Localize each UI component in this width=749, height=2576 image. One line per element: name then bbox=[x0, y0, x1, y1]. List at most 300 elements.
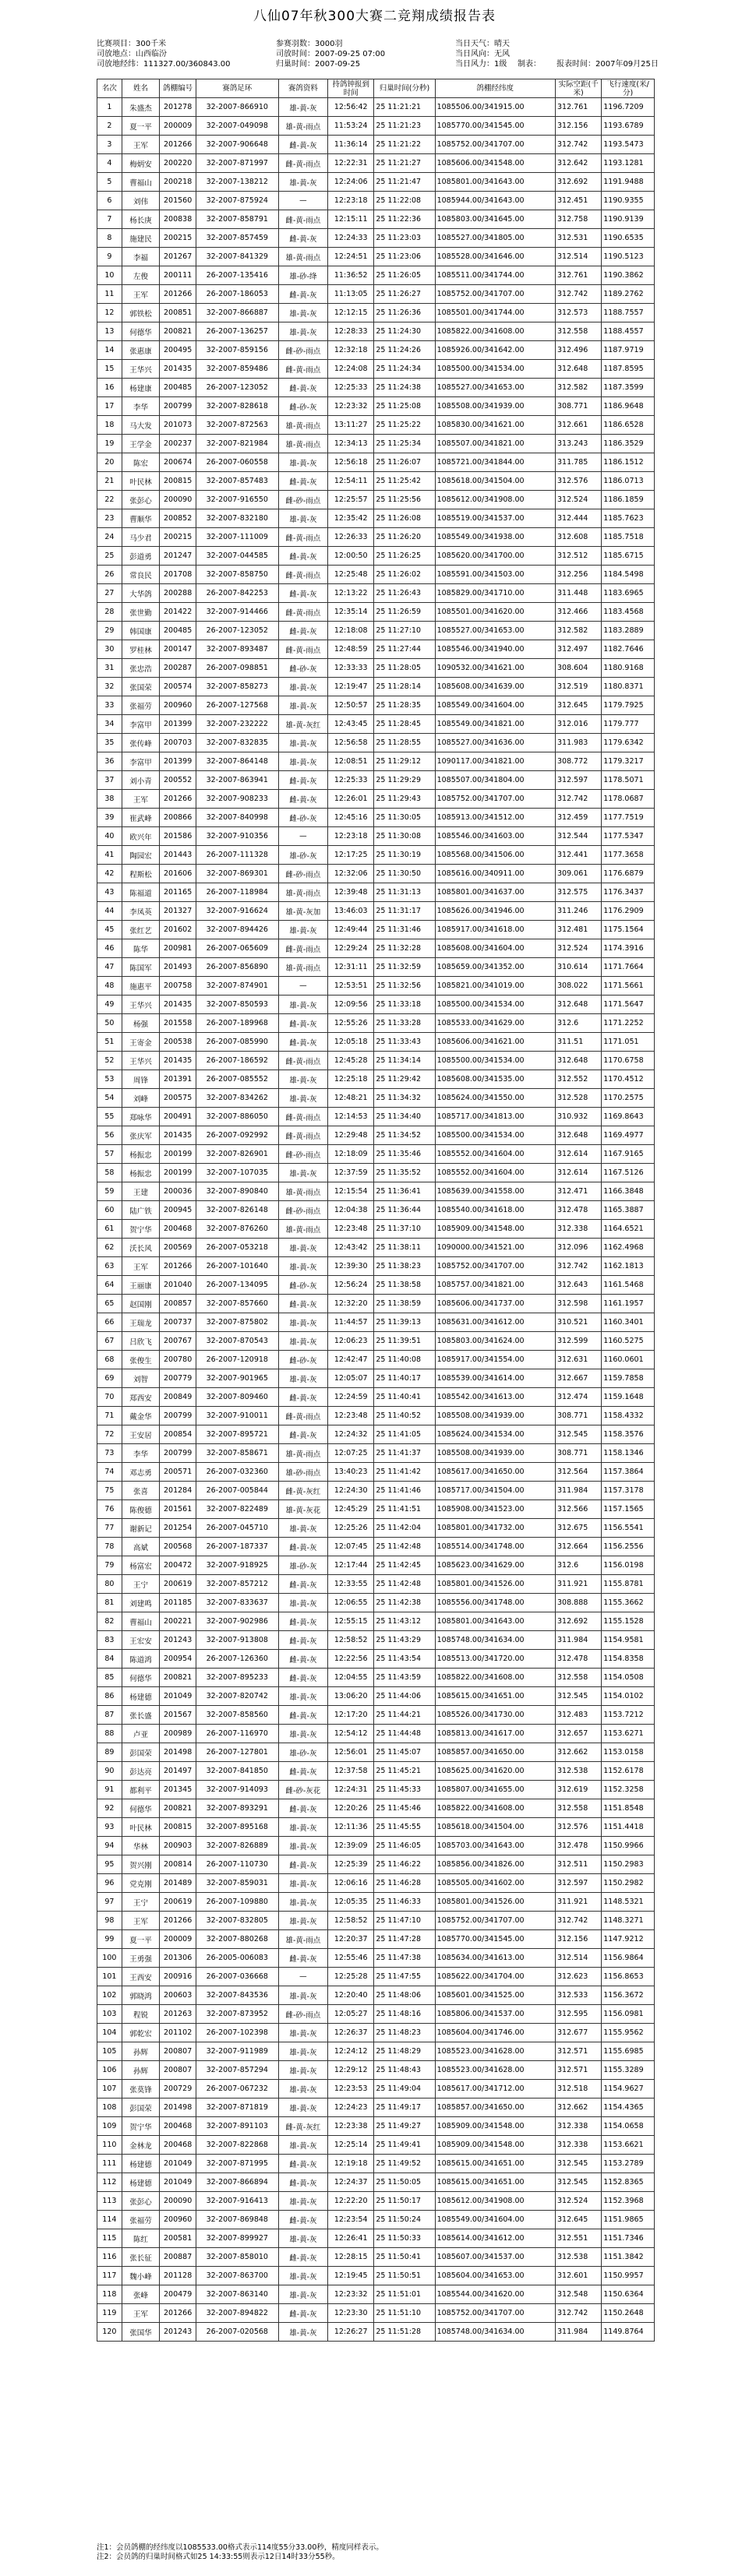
cell-bird-info: 雄-黄-灰 bbox=[278, 304, 327, 322]
cell-bird-info: 雄-黄-灰 bbox=[278, 1164, 327, 1182]
cell-ring: 26-2007-126360 bbox=[196, 1650, 278, 1669]
cell-ring: 26-2005-006083 bbox=[196, 1949, 278, 1968]
cell-bird-info: 雌-黄-灰 bbox=[278, 1949, 327, 1968]
header-speed: 飞行速度(米/分) bbox=[602, 79, 655, 98]
cell-ring: 32-2007-918925 bbox=[196, 1556, 278, 1575]
cell-distance: 312.518 bbox=[556, 2080, 602, 2099]
cell-name: 韩国康 bbox=[122, 622, 160, 640]
cell-speed: 1171.7664 bbox=[602, 958, 655, 977]
cell-return-time: 25 11:49:17 bbox=[374, 2099, 435, 2117]
cell-rank: 104 bbox=[97, 2024, 122, 2042]
cell-ring: 32-2007-899927 bbox=[196, 2229, 278, 2248]
cell-return-time: 25 11:38:11 bbox=[374, 1239, 435, 1257]
cell-name: 李福 bbox=[122, 248, 160, 266]
cell-bird-info: 雌-黄-灰 bbox=[278, 1425, 327, 1444]
cell-bird-info: 雄-黄-灰 bbox=[278, 1893, 327, 1912]
cell-speed: 1150.2982 bbox=[602, 1874, 655, 1893]
cell-rank: 71 bbox=[97, 1407, 122, 1425]
cell-speed: 1178.5071 bbox=[602, 771, 655, 790]
cell-loft-id: 201243 bbox=[160, 2323, 196, 2342]
table-row bbox=[97, 584, 655, 603]
cell-clock-time: 11:13:05 bbox=[328, 285, 374, 304]
cell-clock-time: 12:22:31 bbox=[328, 154, 374, 173]
cell-ring: 32-2007-908233 bbox=[196, 790, 278, 809]
cell-loft-coords: 1085659.00/341352.00 bbox=[435, 958, 555, 977]
cell-ring: 32-2007-871995 bbox=[196, 2155, 278, 2173]
cell-clock-time: 12:28:33 bbox=[328, 322, 374, 341]
cell-bird-info: 雄-黄-雨点 bbox=[278, 416, 327, 435]
cell-clock-time: 12:25:48 bbox=[328, 566, 374, 584]
cell-loft-id: 201284 bbox=[160, 1482, 196, 1500]
table-row bbox=[97, 921, 655, 939]
cell-loft-coords: 1085616.00/340911.00 bbox=[435, 865, 555, 883]
cell-distance: 312.444 bbox=[556, 509, 602, 528]
cell-speed: 1187.3599 bbox=[602, 379, 655, 397]
cell-rank: 35 bbox=[97, 734, 122, 752]
cell-bird-info: 雌-黄-雨点 bbox=[278, 154, 327, 173]
cell-return-time: 25 11:26:27 bbox=[374, 285, 435, 304]
cell-distance: 312.692 bbox=[556, 1612, 602, 1631]
table-row bbox=[97, 2117, 655, 2136]
cell-bird-info: 雄-黄-灰 bbox=[278, 1687, 327, 1706]
cell-ring: 32-2007-863140 bbox=[196, 2285, 278, 2304]
cell-rank: 1 bbox=[97, 98, 122, 117]
cell-loft-coords: 1085601.00/341525.00 bbox=[435, 1986, 555, 2005]
table-row bbox=[97, 266, 655, 285]
cell-return-time: 25 11:24:26 bbox=[374, 341, 435, 360]
cell-return-time: 25 11:29:29 bbox=[374, 771, 435, 790]
cell-distance: 312.614 bbox=[556, 1145, 602, 1164]
cell-speed: 1151.9865 bbox=[602, 2211, 655, 2229]
cell-rank: 95 bbox=[97, 1855, 122, 1874]
cell-loft-coords: 1085500.00/341534.00 bbox=[435, 996, 555, 1014]
cell-name: 崔武峰 bbox=[122, 809, 160, 827]
cell-rank: 114 bbox=[97, 2211, 122, 2229]
cell-rank: 118 bbox=[97, 2285, 122, 2304]
cell-loft-coords: 1085822.00/341608.00 bbox=[435, 1799, 555, 1818]
cell-speed: 1185.7623 bbox=[602, 509, 655, 528]
cell-return-time: 25 11:32:28 bbox=[374, 939, 435, 958]
cell-return-time: 25 11:40:17 bbox=[374, 1369, 435, 1388]
table-row bbox=[97, 1538, 655, 1556]
cell-speed: 1188.7557 bbox=[602, 304, 655, 322]
cell-rank: 109 bbox=[97, 2117, 122, 2136]
cell-loft-coords: 1085604.00/341746.00 bbox=[435, 2024, 555, 2042]
cell-ring: 26-2007-065609 bbox=[196, 939, 278, 958]
cell-rank: 52 bbox=[97, 1052, 122, 1070]
cell-loft-coords: 1085908.00/341523.00 bbox=[435, 1500, 555, 1519]
cell-distance: 312.576 bbox=[556, 472, 602, 491]
cell-speed: 1150.6364 bbox=[602, 2285, 655, 2304]
cell-loft-id: 200485 bbox=[160, 622, 196, 640]
cell-bird-info: 雌-砂-雨点 bbox=[278, 341, 327, 360]
cell-ring: 32-2007-232222 bbox=[196, 715, 278, 734]
cell-return-time: 25 11:47:55 bbox=[374, 1968, 435, 1986]
cell-name: 张彭心 bbox=[122, 491, 160, 509]
cell-bird-info: 雌-黄-雨点 bbox=[278, 360, 327, 379]
cell-clock-time: 12:13:22 bbox=[328, 584, 374, 603]
table-row bbox=[97, 1220, 655, 1239]
cell-distance: 311.51 bbox=[556, 1033, 602, 1052]
cell-loft-id: 200821 bbox=[160, 322, 196, 341]
cell-ring: 26-2007-032360 bbox=[196, 1463, 278, 1482]
cell-loft-id: 200960 bbox=[160, 696, 196, 715]
table-row bbox=[97, 1089, 655, 1108]
cell-speed: 1178.0687 bbox=[602, 790, 655, 809]
cell-speed: 1155.9562 bbox=[602, 2024, 655, 2042]
cell-ring: 26-2007-020568 bbox=[196, 2323, 278, 2342]
cell-clock-time: 12:32:06 bbox=[328, 865, 374, 883]
cell-loft-coords: 1085549.00/341604.00 bbox=[435, 696, 555, 715]
cell-rank: 5 bbox=[97, 173, 122, 192]
cell-loft-coords: 1085703.00/341643.00 bbox=[435, 1837, 555, 1855]
cell-clock-time: 12:56:42 bbox=[328, 98, 374, 117]
cell-rank: 82 bbox=[97, 1612, 122, 1631]
cell-loft-coords: 1085803.00/341645.00 bbox=[435, 210, 555, 229]
header-distance: 实际空距(千米) bbox=[556, 79, 602, 98]
cell-loft-id: 201266 bbox=[160, 1257, 196, 1276]
cell-loft-coords: 1085926.00/341642.00 bbox=[435, 341, 555, 360]
cell-speed: 1156.2556 bbox=[602, 1538, 655, 1556]
cell-rank: 3 bbox=[97, 136, 122, 154]
cell-speed: 1160.3401 bbox=[602, 1313, 655, 1332]
cell-bird-info: 雌-砂-灰 bbox=[278, 397, 327, 416]
table-row bbox=[97, 1482, 655, 1500]
cell-clock-time: 12:07:25 bbox=[328, 1444, 374, 1463]
cell-distance: 312.742 bbox=[556, 1912, 602, 1930]
cell-bird-info: 雌-黄-灰 bbox=[278, 285, 327, 304]
cell-return-time: 25 11:50:33 bbox=[374, 2229, 435, 2248]
cell-speed: 1186.1859 bbox=[602, 491, 655, 509]
cell-loft-id: 200799 bbox=[160, 1444, 196, 1463]
cell-ring: 32-2007-822868 bbox=[196, 2136, 278, 2155]
cell-loft-coords: 1085615.00/341651.00 bbox=[435, 1687, 555, 1706]
cell-name: 王军 bbox=[122, 2304, 160, 2323]
cell-rank: 64 bbox=[97, 1276, 122, 1295]
cell-return-time: 25 11:24:34 bbox=[374, 360, 435, 379]
cell-name: 欧兴年 bbox=[122, 827, 160, 846]
cell-speed: 1175.1564 bbox=[602, 921, 655, 939]
cell-clock-time: 12:56:18 bbox=[328, 453, 374, 472]
cell-bird-info: 雄-黄-雨点 bbox=[278, 1220, 327, 1239]
table-header-row bbox=[97, 79, 655, 98]
cell-distance: 312.664 bbox=[556, 1538, 602, 1556]
cell-name: 何德华 bbox=[122, 1799, 160, 1818]
cell-loft-coords: 1085523.00/341628.00 bbox=[435, 2042, 555, 2061]
cell-rank: 84 bbox=[97, 1650, 122, 1669]
table-row bbox=[97, 2323, 655, 2342]
cell-ring: 32-2007-916624 bbox=[196, 902, 278, 921]
cell-rank: 69 bbox=[97, 1369, 122, 1388]
cell-loft-id: 201586 bbox=[160, 827, 196, 846]
cell-return-time: 25 11:39:13 bbox=[374, 1313, 435, 1332]
cell-speed: 1162.1813 bbox=[602, 1257, 655, 1276]
cell-speed: 1148.3271 bbox=[602, 1912, 655, 1930]
cell-distance: 312.545 bbox=[556, 1687, 602, 1706]
cell-loft-coords: 1085752.00/341707.00 bbox=[435, 2304, 555, 2323]
cell-distance: 312.742 bbox=[556, 2304, 602, 2323]
cell-rank: 78 bbox=[97, 1538, 122, 1556]
cell-speed: 1196.7209 bbox=[602, 98, 655, 117]
table-row bbox=[97, 1033, 655, 1052]
cell-rank: 59 bbox=[97, 1182, 122, 1201]
cell-name: 卢亚 bbox=[122, 1725, 160, 1743]
cell-clock-time: 11:36:52 bbox=[328, 266, 374, 285]
cell-loft-coords: 1085507.00/341821.00 bbox=[435, 435, 555, 453]
cell-return-time: 25 11:36:41 bbox=[374, 1182, 435, 1201]
cell-clock-time: 13:06:20 bbox=[328, 1687, 374, 1706]
cell-ring: 26-2007-067232 bbox=[196, 2080, 278, 2099]
table-row bbox=[97, 1874, 655, 1893]
cell-distance: 311.984 bbox=[556, 2323, 602, 2342]
cell-loft-coords: 1085752.00/341707.00 bbox=[435, 790, 555, 809]
table-row bbox=[97, 2061, 655, 2080]
cell-clock-time: 12:17:44 bbox=[328, 1556, 374, 1575]
cell-return-time: 25 11:36:44 bbox=[374, 1201, 435, 1220]
cell-clock-time: 12:50:57 bbox=[328, 696, 374, 715]
cell-distance: 308.771 bbox=[556, 1444, 602, 1463]
cell-return-time: 25 11:35:46 bbox=[374, 1145, 435, 1164]
cell-ring: 32-2007-910356 bbox=[196, 827, 278, 846]
cell-ring: 32-2007-902986 bbox=[196, 1612, 278, 1631]
table-row bbox=[97, 136, 655, 154]
cell-speed: 1160.5275 bbox=[602, 1332, 655, 1351]
cell-distance: 312.645 bbox=[556, 696, 602, 715]
cell-return-time: 25 11:41:42 bbox=[374, 1463, 435, 1482]
cell-clock-time: 12:25:26 bbox=[328, 1519, 374, 1538]
cell-loft-coords: 1085513.00/341720.00 bbox=[435, 1650, 555, 1669]
cell-name: 施惠平 bbox=[122, 977, 160, 996]
cell-rank: 12 bbox=[97, 304, 122, 322]
cell-loft-id: 201254 bbox=[160, 1519, 196, 1538]
cell-speed: 1182.7646 bbox=[602, 640, 655, 659]
cell-loft-coords: 1085757.00/341821.00 bbox=[435, 1276, 555, 1295]
cell-loft-coords: 1085552.00/341604.00 bbox=[435, 1145, 555, 1164]
cell-name: 吕欣飞 bbox=[122, 1332, 160, 1351]
cell-return-time: 25 11:41:37 bbox=[374, 1444, 435, 1463]
cell-loft-id: 200603 bbox=[160, 1986, 196, 2005]
cell-distance: 312.478 bbox=[556, 1201, 602, 1220]
table-row bbox=[97, 883, 655, 902]
cell-loft-coords: 1085591.00/341503.00 bbox=[435, 566, 555, 584]
cell-loft-id: 200799 bbox=[160, 1407, 196, 1425]
cell-distance: 308.604 bbox=[556, 659, 602, 678]
cell-return-time: 25 11:47:10 bbox=[374, 1912, 435, 1930]
cell-distance: 312.545 bbox=[556, 1425, 602, 1444]
cell-loft-coords: 1085540.00/341618.00 bbox=[435, 1201, 555, 1220]
cell-speed: 1180.9168 bbox=[602, 659, 655, 678]
cell-name: 张峰 bbox=[122, 2285, 160, 2304]
cell-clock-time: 12:48:21 bbox=[328, 1089, 374, 1108]
cell-bird-info: 雄-黄-雨点 bbox=[278, 883, 327, 902]
cell-speed: 1156.8653 bbox=[602, 1968, 655, 1986]
cell-clock-time: 12:19:47 bbox=[328, 678, 374, 696]
cell-bird-info: 雄-黄-灰 bbox=[278, 2024, 327, 2042]
cell-bird-info: 雌-黄-灰 bbox=[278, 1388, 327, 1407]
cell-speed: 1153.6271 bbox=[602, 1725, 655, 1743]
cell-distance: 311.448 bbox=[556, 584, 602, 603]
cell-return-time: 25 11:30:19 bbox=[374, 846, 435, 865]
cell-distance: 312.548 bbox=[556, 2285, 602, 2304]
cell-distance: 312.597 bbox=[556, 1874, 602, 1893]
cell-bird-info: 雄-砂-灰 bbox=[278, 846, 327, 865]
cell-loft-id: 200552 bbox=[160, 771, 196, 790]
cell-clock-time: 12:25:39 bbox=[328, 1855, 374, 1874]
cell-bird-info: 雌-黄-灰 bbox=[278, 790, 327, 809]
cell-rank: 115 bbox=[97, 2229, 122, 2248]
cell-return-time: 25 11:41:51 bbox=[374, 1500, 435, 1519]
cell-return-time: 25 11:42:45 bbox=[374, 1556, 435, 1575]
cell-name: 刘建鸣 bbox=[122, 1594, 160, 1612]
cell-loft-coords: 1085801.00/341732.00 bbox=[435, 1519, 555, 1538]
cell-return-time: 25 11:50:51 bbox=[374, 2267, 435, 2285]
table-row bbox=[97, 1837, 655, 1855]
cell-return-time: 25 11:26:08 bbox=[374, 509, 435, 528]
cell-speed: 1156.0198 bbox=[602, 1556, 655, 1575]
cell-name: 王军 bbox=[122, 790, 160, 809]
cell-bird-info: 雄-黄-雨点 bbox=[278, 1930, 327, 1949]
cell-ring: 32-2007-820742 bbox=[196, 1687, 278, 1706]
cell-name: 杨长庚 bbox=[122, 210, 160, 229]
cell-clock-time: 12:20:26 bbox=[328, 1799, 374, 1818]
table-row bbox=[97, 1239, 655, 1257]
cell-loft-coords: 1085721.00/341844.00 bbox=[435, 453, 555, 472]
cell-ring: 32-2007-832835 bbox=[196, 734, 278, 752]
cell-distance: 312.648 bbox=[556, 360, 602, 379]
cell-bird-info: 雌-砂-雨点 bbox=[278, 2005, 327, 2024]
cell-ring: 26-2007-111328 bbox=[196, 846, 278, 865]
table-row bbox=[97, 1855, 655, 1874]
cell-name: 张福劳 bbox=[122, 2211, 160, 2229]
cell-name: 高斌 bbox=[122, 1538, 160, 1556]
cell-rank: 88 bbox=[97, 1725, 122, 1743]
cell-ring: 32-2007-874901 bbox=[196, 977, 278, 996]
table-row bbox=[97, 734, 655, 752]
cell-bird-info: 雄-黄-雨点 bbox=[278, 248, 327, 266]
cell-ring: 32-2007-880268 bbox=[196, 1930, 278, 1949]
cell-loft-id: 201435 bbox=[160, 360, 196, 379]
cell-rank: 107 bbox=[97, 2080, 122, 2099]
cell-speed: 1152.8365 bbox=[602, 2173, 655, 2192]
cell-rank: 108 bbox=[97, 2099, 122, 2117]
table-row bbox=[97, 1930, 655, 1949]
table-row bbox=[97, 2267, 655, 2285]
cell-return-time: 25 11:24:38 bbox=[374, 379, 435, 397]
cell-return-time: 25 11:26:43 bbox=[374, 584, 435, 603]
cell-ring: 32-2007-876260 bbox=[196, 1220, 278, 1239]
cell-ring: 32-2007-869301 bbox=[196, 865, 278, 883]
cell-speed: 1156.5541 bbox=[602, 1519, 655, 1538]
cell-loft-id: 201040 bbox=[160, 1276, 196, 1295]
cell-loft-coords: 1085909.00/341548.00 bbox=[435, 2136, 555, 2155]
cell-ring: 26-2007-101640 bbox=[196, 1257, 278, 1276]
cell-ring: 32-2007-859486 bbox=[196, 360, 278, 379]
cell-ring: 32-2007-859031 bbox=[196, 1874, 278, 1893]
table-row bbox=[97, 790, 655, 809]
cell-rank: 86 bbox=[97, 1687, 122, 1706]
cell-loft-coords: 1085801.00/341643.00 bbox=[435, 1612, 555, 1631]
cell-speed: 1157.1565 bbox=[602, 1500, 655, 1519]
cell-distance: 312.338 bbox=[556, 2136, 602, 2155]
table-row bbox=[97, 1986, 655, 2005]
cell-distance: 312.742 bbox=[556, 1257, 602, 1276]
cell-rank: 60 bbox=[97, 1201, 122, 1220]
cell-bird-info: 雌-黄-雨点 bbox=[278, 566, 327, 584]
cell-loft-id: 200852 bbox=[160, 509, 196, 528]
table-row bbox=[97, 229, 655, 248]
cell-distance: 312.558 bbox=[556, 322, 602, 341]
cell-rank: 21 bbox=[97, 472, 122, 491]
cell-distance: 312.6 bbox=[556, 1556, 602, 1575]
cell-rank: 57 bbox=[97, 1145, 122, 1164]
cell-speed: 1180.8371 bbox=[602, 678, 655, 696]
cell-return-time: 25 11:26:02 bbox=[374, 566, 435, 584]
cell-bird-info: 雌-砂-雨点 bbox=[278, 1201, 327, 1220]
cell-distance: 310.614 bbox=[556, 958, 602, 977]
cell-rank: 120 bbox=[97, 2323, 122, 2342]
cell-speed: 1159.7858 bbox=[602, 1369, 655, 1388]
cell-loft-coords: 1085944.00/341643.00 bbox=[435, 192, 555, 210]
cell-return-time: 25 11:38:23 bbox=[374, 1257, 435, 1276]
cell-distance: 312.538 bbox=[556, 2248, 602, 2267]
cell-bird-info: — bbox=[278, 827, 327, 846]
cell-distance: 311.785 bbox=[556, 453, 602, 472]
cell-loft-id: 200581 bbox=[160, 2229, 196, 2248]
cell-speed: 1150.9966 bbox=[602, 1837, 655, 1855]
table-row bbox=[97, 603, 655, 622]
cell-name: 王华兴 bbox=[122, 1052, 160, 1070]
table-row bbox=[97, 715, 655, 734]
cell-clock-time: 12:23:48 bbox=[328, 1220, 374, 1239]
cell-loft-coords: 1090000.00/341521.00 bbox=[435, 1239, 555, 1257]
cell-return-time: 25 11:33:28 bbox=[374, 1014, 435, 1033]
cell-rank: 49 bbox=[97, 996, 122, 1014]
cell-clock-time: 12:23:30 bbox=[328, 2304, 374, 2323]
cell-bird-info: 雌-砂-灰花 bbox=[278, 1781, 327, 1799]
table-row bbox=[97, 1799, 655, 1818]
cell-loft-coords: 1085500.00/341534.00 bbox=[435, 360, 555, 379]
cell-bird-info: 雄-黄-灰 bbox=[278, 1313, 327, 1332]
cell-distance: 312.677 bbox=[556, 2024, 602, 2042]
cell-bird-info: 雌-黄-灰 bbox=[278, 622, 327, 640]
cell-ring: 26-2007-123052 bbox=[196, 379, 278, 397]
cell-bird-info: 雄-黄-灰 bbox=[278, 1837, 327, 1855]
cell-return-time: 25 11:42:04 bbox=[374, 1519, 435, 1538]
cell-ring: 32-2007-826148 bbox=[196, 1201, 278, 1220]
cell-name: 戴金华 bbox=[122, 1407, 160, 1425]
cell-distance: 312.512 bbox=[556, 547, 602, 566]
cell-return-time: 25 11:28:45 bbox=[374, 715, 435, 734]
cell-ring: 32-2007-871997 bbox=[196, 154, 278, 173]
table-row bbox=[97, 98, 655, 117]
cell-bird-info: — bbox=[278, 977, 327, 996]
cell-bird-info: 雌-黄-雨点 bbox=[278, 528, 327, 547]
cell-distance: 312.573 bbox=[556, 304, 602, 322]
cell-ring: 26-2007-102398 bbox=[196, 2024, 278, 2042]
cell-bird-info: 雄-黄-灰 bbox=[278, 1239, 327, 1257]
cell-clock-time: 11:44:57 bbox=[328, 1313, 374, 1332]
cell-ring: 26-2007-085552 bbox=[196, 1070, 278, 1089]
cell-name: 杨振忠 bbox=[122, 1164, 160, 1182]
cell-speed: 1155.8781 bbox=[602, 1575, 655, 1594]
cell-distance: 312.761 bbox=[556, 98, 602, 117]
cell-bird-info: 雌-砂-灰 bbox=[278, 809, 327, 827]
cell-distance: 312.601 bbox=[556, 2267, 602, 2285]
cell-distance: 310.932 bbox=[556, 1108, 602, 1126]
cell-rank: 56 bbox=[97, 1126, 122, 1145]
cell-bird-info: 雌-黄-灰 bbox=[278, 2155, 327, 2173]
cell-name: 王宁 bbox=[122, 1575, 160, 1594]
